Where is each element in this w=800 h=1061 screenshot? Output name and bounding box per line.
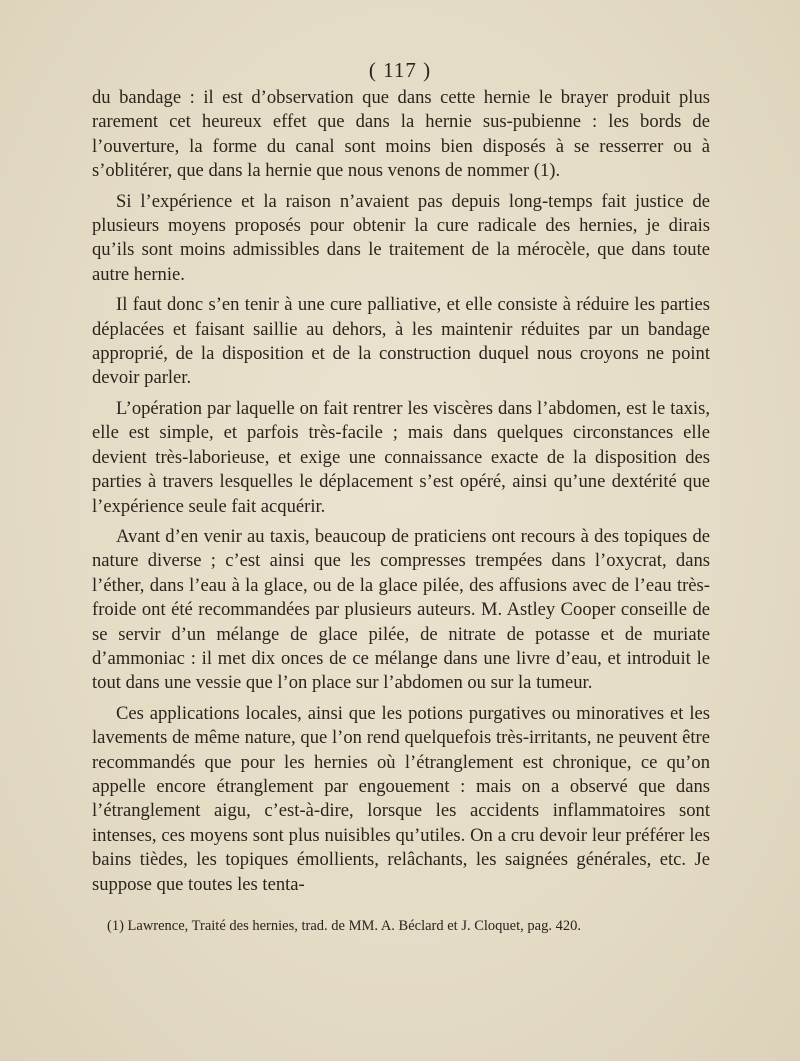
page-number: ( 117 ) — [368, 58, 432, 82]
body-text — [92, 86, 710, 897]
paragraph: Il faut donc s’en tenir à une cure palliative, et elle consiste à réduire les parties déplacées et faisant saillie au dehors, à les maintenir réduites par un bandage approprié, de la disposition et de la construction duquel nous croyons ne point devoir parler. — [92, 294, 710, 389]
paragraph: Ces applications locales, ainsi que les potions purgatives ou minoratives et les lavements de même nature, que l’on rend quelquefois très-irritants, ne peuvent être recommandés que pour les hernies où l’étranglement est chronique, ce qu’on appelle encore étranglement par engouement : mais on a observé que dans l’étranglement aigu, c’est-à-dire, lorsque les accidents inflammatoires sont intenses, ces moyens sont plus nuisibles qu’utiles. On a cru devoir leur préférer les bains tièdes, les topiques émollients, relâchants, les saignées générales, etc. Je suppose que toutes les tenta- — [92, 702, 710, 895]
paragraph: Si l’expérience et la raison n’avaient pas depuis long-temps fait justice de plusieurs moyens proposés pour obtenir la cure radicale des hernies, je dirais qu’ils sont moins admissibles dans le traitement de la mérocèle, que dans toute autre hernie. — [92, 190, 710, 285]
footnote: (1) Lawrence, Traité des hernies, trad. de MM. A. Béclard et J. Cloquet, pag. 420. — [107, 918, 581, 934]
paragraph-continuation: du bandage : il est d’observation que dans cette hernie le brayer produit plus rarement cet heureux effet que dans la hernie sus-pubienne : les bords de l’ouverture, la forme du canal sont moins bien disposés à se resserrer ou à s’oblitérer, que dans la hernie que nous venons de nommer (1). — [92, 87, 710, 182]
paragraph: L’opération par laquelle on fait rentrer les viscères dans l’abdomen, est le taxis, elle est simple, et parfois très-facile ; mais dans quelques circonstances elle devient très-laborieuse, et exige une connaissance exacte de la disposition des parties à travers lesquelles le déplacement s’est opéré, ainsi qu’une dextérité que l’expérience seule fait acquérir. — [92, 397, 710, 517]
paragraph: Avant d’en venir au taxis, beaucoup de praticiens ont recours à des topiques de nature diverse ; c’est ainsi que les compresses trempées dans l’oxycrat, dans l’éther, dans l’eau à la glace, ou de la glace pilée, des affusions avec de l’eau très-froide ont été recommandées par plusieurs auteurs. M. Astley Cooper conseille de se servir d’un mélange de glace pilée, de nitrate de potasse et de muriate d’ammoniac : il met dix onces de ce mélange dans une livre d’eau, et introduit le tout dans une vessie que l’on place sur l’abdomen ou sur la tumeur. — [92, 525, 710, 694]
